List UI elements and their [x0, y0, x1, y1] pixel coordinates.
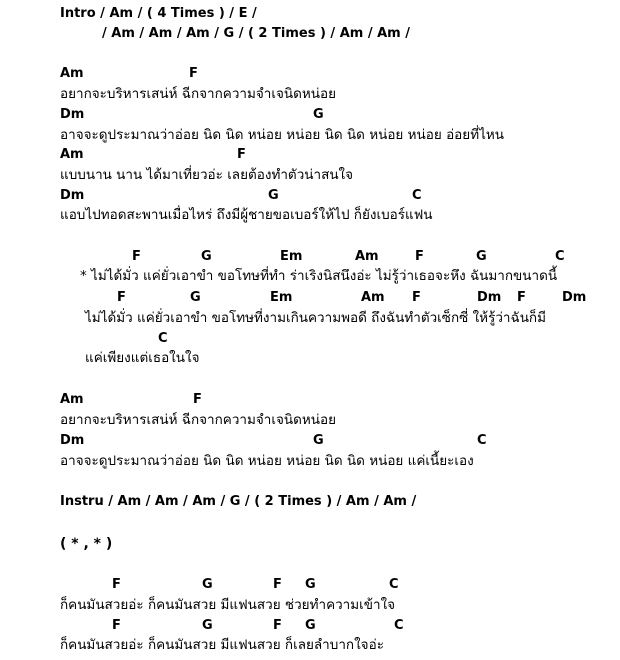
lyric-line: ก็คนมันสวยอ่ะ ก็คนมันสวย มีแฟนสวย ก็เลยลำบากใจอ่ะ: [60, 637, 384, 653]
chord: G: [202, 618, 213, 633]
chord: C: [412, 188, 422, 203]
chord-row: [0, 433, 620, 449]
chord-row: [0, 392, 620, 408]
lyric-line: * ไม่ได้มั่ว แค่ยั่วเอาขำ ขอโทษที่ทำ ร่าเริงนิสนึงอ่ะ ไม่รู้ว่าเธอจะหึง ฉันมากขนาดนี้: [80, 268, 558, 284]
chord: F: [415, 249, 424, 264]
chord-row: [0, 290, 620, 306]
chord: F: [117, 290, 126, 305]
chord: Dm: [562, 290, 587, 305]
chord-row: [0, 618, 620, 634]
chord: C: [389, 577, 399, 592]
lyric-line: อาจจะดูประมาณว่าอ่อย นิด นิด หน่อย หน่อย นิด นิด หน่อย แค่เนี้ยะเอง: [60, 453, 474, 469]
chord: Em: [280, 249, 303, 264]
chord: F: [237, 147, 246, 162]
repeat-marker: ( * , * ): [60, 536, 113, 552]
lyric-line: อยากจะบริหารเสน่ห์ ฉีกจากความจำเจนิดหน่อย: [60, 86, 337, 102]
intro-line-1: Intro / Am / ( 4 Times ) / E /: [60, 6, 257, 21]
chord: C: [555, 249, 565, 264]
chord: F: [273, 618, 282, 633]
chord: G: [190, 290, 201, 305]
chord: G: [313, 107, 324, 122]
chord: C: [158, 331, 168, 346]
lyric-line: อาจจะดูประมาณว่าอ่อย นิด นิด หน่อย หน่อย นิด นิด หน่อย หน่อย อ่อยที่ไหน: [60, 127, 505, 143]
chord: Am: [60, 147, 84, 162]
lyric-line: อยากจะบริหารเสน่ห์ ฉีกจากความจำเจนิดหน่อย: [60, 412, 337, 428]
lyric-line: แค่เพียงแต่เธอในใจ: [85, 350, 200, 366]
chord: Dm: [60, 433, 85, 448]
intro-line-2: / Am / Am / Am / G / ( 2 Times ) / Am / Am /: [102, 26, 410, 41]
chord: Em: [270, 290, 293, 305]
chord: Dm: [477, 290, 502, 305]
chord: G: [305, 577, 316, 592]
chord-row: [0, 66, 620, 82]
lyric-line: แอบไปทอดสะพานเมื่อไหร่ ถึงมีผู้ชายขอเบอร์ให้ไป ก็ยังเบอร์แฟน: [60, 207, 433, 223]
chord: F: [112, 577, 121, 592]
chord: F: [189, 66, 198, 81]
chord: Am: [361, 290, 385, 305]
chord: G: [268, 188, 279, 203]
chord: Am: [60, 66, 84, 81]
chord: G: [476, 249, 487, 264]
chord-row: [0, 147, 620, 163]
chord: G: [202, 577, 213, 592]
chord-row: [0, 577, 620, 593]
chord: C: [477, 433, 487, 448]
chord-row: [0, 249, 620, 265]
chord: F: [193, 392, 202, 407]
lyric-line: แบบนาน นาน ได้มาเที่ยวอ่ะ เลยต้องทำตัวน่าสนใจ: [60, 167, 354, 183]
instru-line: Instru / Am / Am / Am / G / ( 2 Times ) / Am / Am /: [60, 494, 417, 509]
chord: F: [112, 618, 121, 633]
lyric-line: ก็คนมันสวยอ่ะ ก็คนมันสวย มีแฟนสวย ช่วยทำความเข้าใจ: [60, 597, 396, 613]
chord: F: [517, 290, 526, 305]
chord: G: [305, 618, 316, 633]
lyric-line: ไม่ได้มั่ว แค่ยั่วเอาขำ ขอโทษที่งามเกินความพอดี ถึงฉันทำตัวเซ็กซี่ ให้รู้ว่าฉันก็มี: [85, 310, 546, 326]
chord: G: [201, 249, 212, 264]
chord: F: [273, 577, 282, 592]
chord: Am: [60, 392, 84, 407]
chord: F: [412, 290, 421, 305]
chord: Dm: [60, 188, 85, 203]
chord-row: [0, 331, 620, 347]
chord: C: [394, 618, 404, 633]
chord-row: [0, 188, 620, 204]
chord: G: [313, 433, 324, 448]
chord: Dm: [60, 107, 85, 122]
chord-row: [0, 107, 620, 123]
chord: F: [132, 249, 141, 264]
chord: Am: [355, 249, 379, 264]
